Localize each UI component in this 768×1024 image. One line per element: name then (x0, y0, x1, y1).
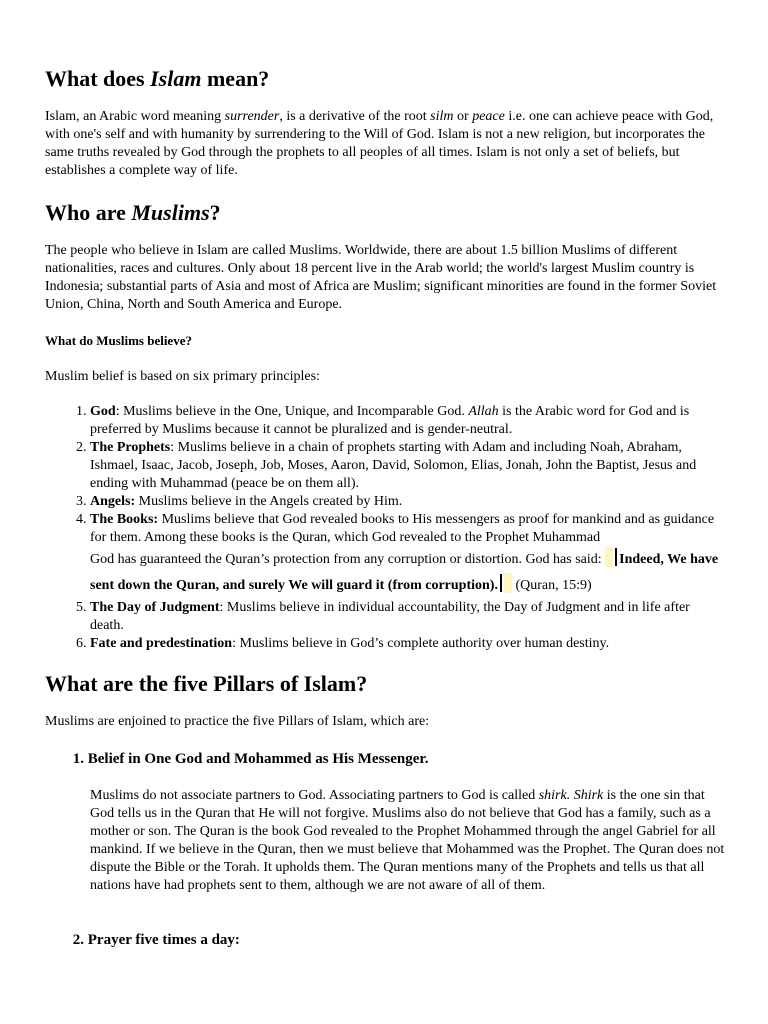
quote-start-mark (615, 548, 617, 566)
belief-text: : Muslims believe in a chain of prophets starting with Adam and including Noah, Abraham, Ishmael, Isaac, Jacob, Joseph, Job, Moses, Aaron, David, Solomon, Elias, Jonah, John the Baptist, Jesus and ending with Muhammad (peace be on them all). (90, 440, 697, 491)
belief-text: : Muslims believe in individual accountability, the Day of Judgment and in life after death. (90, 600, 690, 633)
emphasis-silm: silm (430, 109, 454, 124)
text-run: Islam, an Arabic word meaning (45, 109, 225, 124)
heading-who-are-muslims (45, 200, 221, 226)
highlight-marker (504, 573, 512, 593)
belief-text: : Muslims believe in God’s complete authority over human destiny. (232, 636, 610, 651)
list-item (90, 635, 725, 653)
belief-title: Angels: (90, 494, 136, 509)
list-item (90, 511, 725, 599)
quran-citation: (Quran, 15:9) (511, 578, 592, 593)
quote-end-mark (500, 574, 502, 592)
belief-title: Fate and predestination (90, 636, 233, 651)
list-item (90, 599, 725, 635)
belief-text: God has guaranteed the Quran’s protection from any corruption or distortion. God has said: (90, 552, 606, 567)
heading-text: What does (45, 66, 151, 91)
text-run: or (453, 109, 473, 124)
islam-meaning-paragraph (45, 108, 725, 180)
text-run: , is a derivative of the root (279, 109, 431, 124)
pillar-1-title (45, 751, 428, 768)
pillar-number: 1. (72, 751, 84, 767)
heading-what-do-muslims-believe: What do Muslims believe? (45, 333, 192, 348)
belief-title: God (90, 404, 116, 419)
pillar-2-title (45, 932, 240, 949)
belief-text: : Muslims believe in the One, Unique, and Incomparable God. (115, 404, 469, 419)
emphasis-allah: Allah (468, 404, 499, 419)
heading-five-pillars: What are the five Pillars of Islam? (45, 671, 368, 696)
pillars-intro: Muslims are enjoined to practice the five Pillars of Islam, which are: (45, 714, 430, 729)
heading-text: mean? (201, 66, 270, 91)
belief-title: The Prophets (90, 440, 171, 455)
pillar-text: is the one sin that God tells us in the Quran that He will not forgive. Muslims also do not believe that God has a family, such as a mother or son. The Quran is the book God revealed to the Prophet Mohammed through the angel Gabriel for all mankind. If we believe in the Quran, then we must believe that Mohammed was the Prophet. The Quran does not dispute the Bible or the Torah. It upholds them. The Quran mentions many of the Prophets and tells us that all nations have had prophets sent to them, although we are not aware of all of them. (90, 788, 725, 893)
list-item (90, 403, 725, 439)
pillar-1-body (90, 787, 725, 895)
emphasis-peace: peace (472, 109, 505, 124)
quran-protection-line (90, 552, 718, 593)
beliefs-intro: Muslim belief is based on six primary principles: (45, 369, 320, 384)
text-run: i.e. one can achieve peace with God, with one's self and with humanity by surrendering to the Will of God. Islam is not a new religion, but incorporates the same truths revealed by God through the prophets to all peoples of all times. Islam is not only a set of beliefs, but establishes a complete way of life. (45, 109, 714, 178)
heading-what-does-islam-mean (45, 66, 269, 92)
highlight-marker (605, 547, 613, 567)
heading-emphasis: Islam (150, 66, 202, 91)
emphasis-shirk: shirk. Shirk (538, 788, 604, 803)
pillar-number: 2. (72, 932, 84, 948)
who-are-muslims-paragraph: The people who believe in Islam are called Muslims. Worldwide, there are about 1.5 billion Muslims of different nationalities, races and cultures. Only about 18 percent live in the Arab world; the world's largest Muslim country is Indonesia; substantial parts of Asia and most of Africa are Muslim; significant minorities are found in the former Soviet Union, China, North and South America and Europe. (45, 243, 717, 312)
pillar-text: Muslims do not associate partners to God. Associating partners to God is called (90, 788, 539, 803)
heading-emphasis: Muslims (131, 200, 210, 225)
pillar-title-text: Prayer five times a day: (87, 932, 240, 948)
list-item (90, 439, 725, 493)
beliefs-list (45, 403, 725, 653)
quran-quote: Indeed, We have sent down the Quran, and surely We will guard it (from corruption). (90, 552, 719, 593)
list-item (90, 493, 725, 511)
belief-text: is the Arabic word for God and is preferred by Muslims because it cannot be pluralized and is gender-neutral. (90, 404, 690, 437)
belief-title: The Books: (90, 512, 159, 527)
belief-text: Muslims believe that God revealed books to His messengers as proof for mankind and as guidance for them. Among these books is the Quran, which God revealed to the Prophet Muhammad (90, 512, 715, 545)
heading-text: Who are (45, 200, 132, 225)
pillar-title-text: Belief in One God and Mohammed as His Messenger. (87, 751, 429, 767)
belief-text: Muslims believe in the Angels created by Him. (135, 494, 403, 509)
belief-title: The Day of Judgment (90, 600, 220, 615)
emphasis-surrender: surrender (224, 109, 280, 124)
heading-text: ? (209, 200, 221, 225)
